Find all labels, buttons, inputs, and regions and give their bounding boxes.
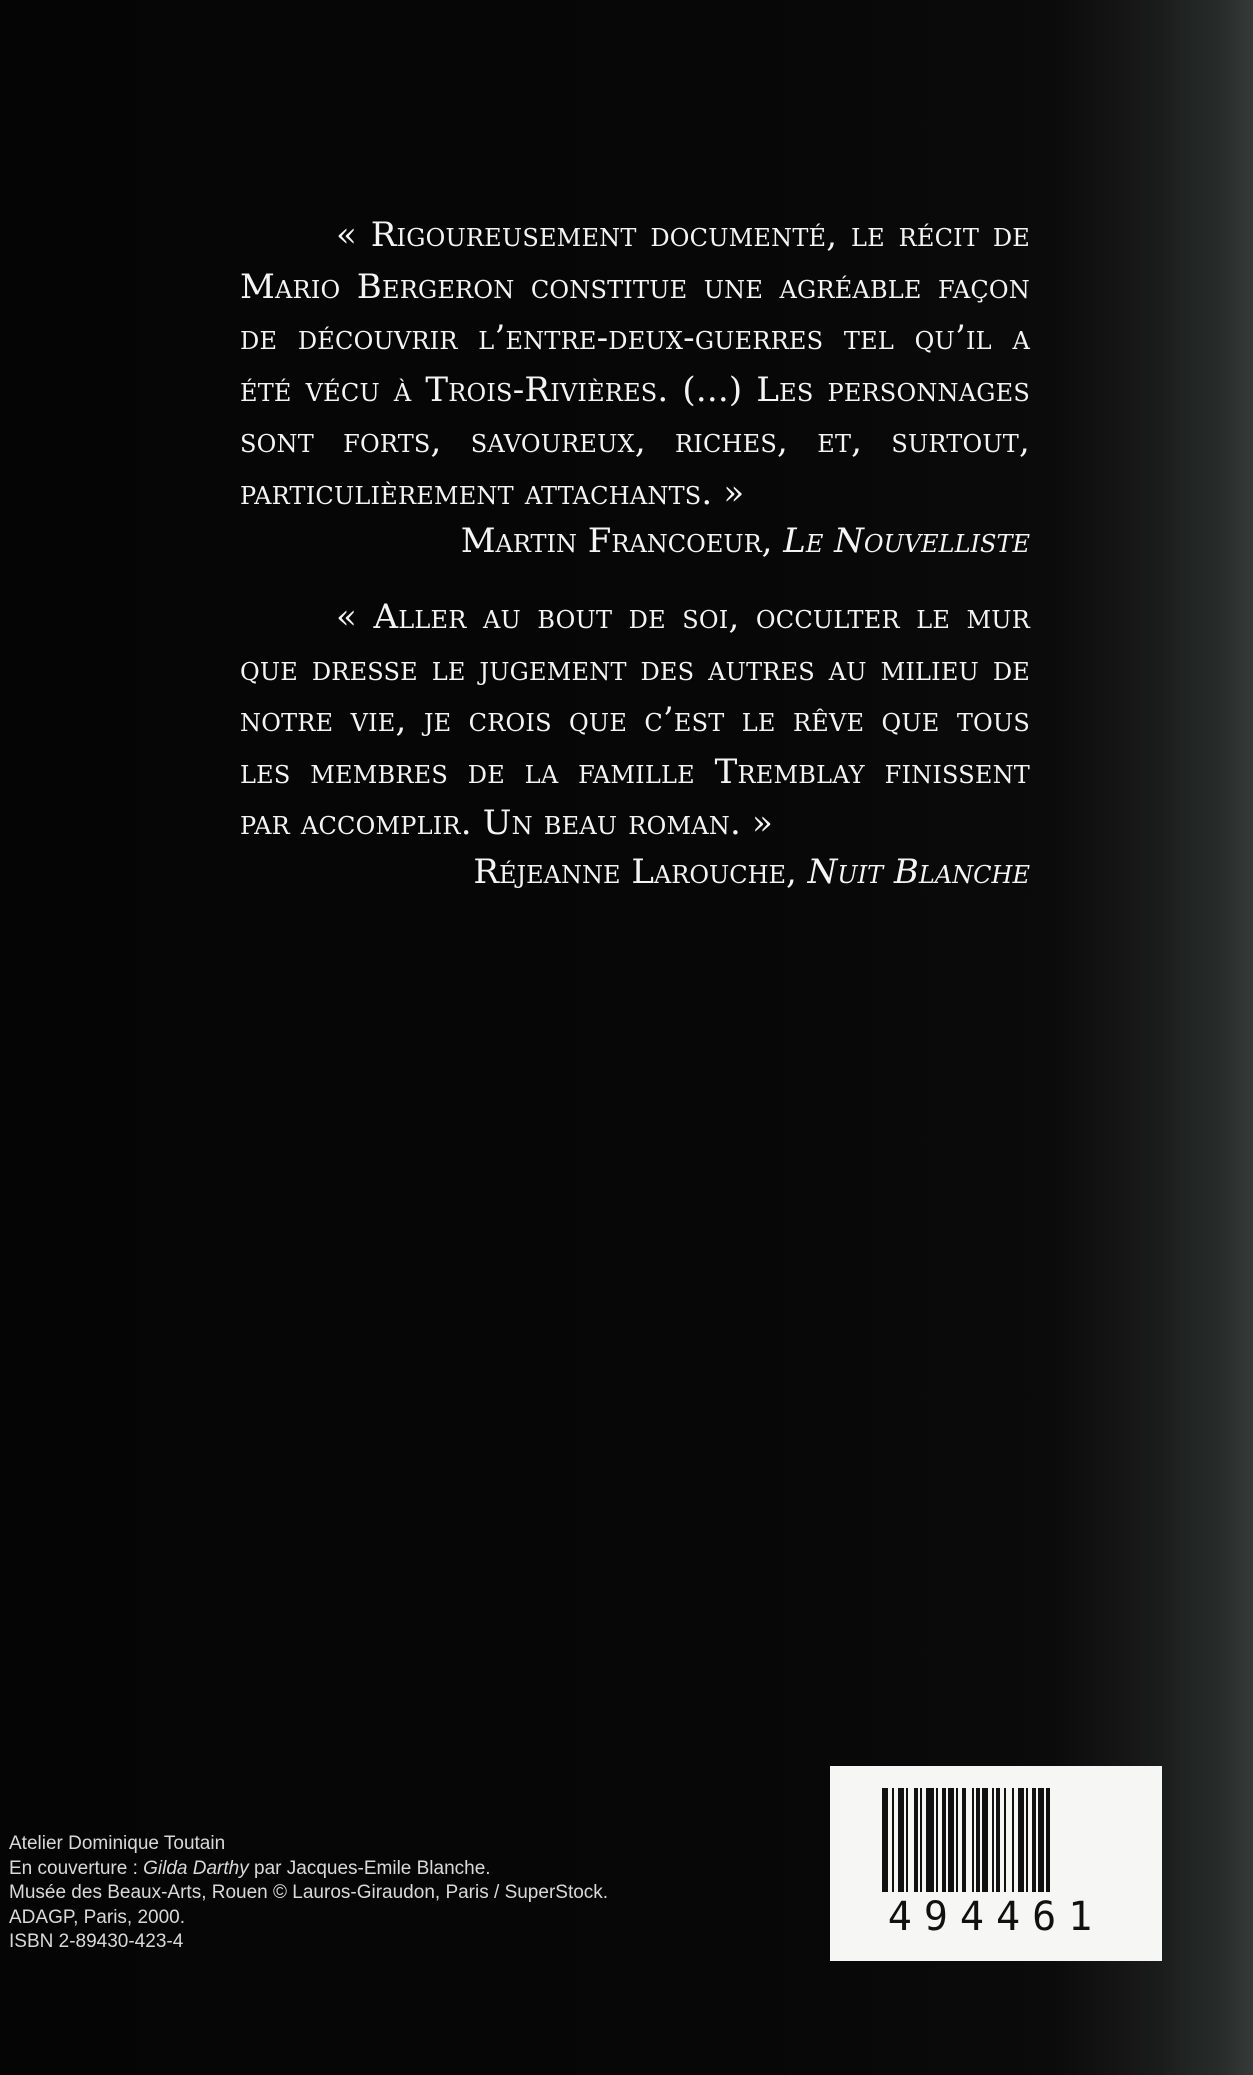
barcode-bar [920,1788,922,1892]
cover-credits [9,1832,608,1955]
painting-title: Gilda Darthy [143,1857,249,1879]
barcode-bar [892,1788,894,1892]
barcode-bar [962,1788,966,1892]
barcode-bars [882,1788,1110,1892]
barcode-bar [1032,1788,1036,1892]
quote-text: « Rigoureusement documenté, le récit de Mario Bergeron constitue une agréable façon de découvrir l’entre-deux-guerres tel qu’il a été vécu à Trois-Rivières. (...) Les personnages sont forts, savoureux, riches, et, surtout, particulièrement attachants. » [240,215,1030,513]
quote-author: Martin Francoeur, [460,521,773,561]
barcode-bar [948,1788,954,1892]
quote-attribution [240,852,1030,892]
barcode-bar [956,1788,958,1892]
barcode-bar [914,1788,918,1892]
barcode-bar [1046,1788,1050,1892]
credit-line-cover-art [9,1857,608,1882]
barcode-bar [976,1788,980,1892]
spine-shadow [1163,0,1253,2075]
credit-line-atelier: Atelier Dominique Toutain [9,1833,226,1854]
barcode-bar [926,1788,934,1892]
credit-line-museum: Musée des Beaux-Arts, Rouen © Lauros-Giraudon, Paris / SuperStock. [9,1882,609,1903]
quote-text: « Aller au bout de soi, occulter le mur que dresse le jugement des autres au milieu de notre vie, je crois que c’est le rêve que tous les membres de la famille Tremblay finissent par accomplir. Un beau roman. » [240,597,1030,843]
barcode-bar [936,1788,938,1892]
quote-publication: Nuit Blanche [807,851,1030,892]
barcode-bar [898,1788,904,1892]
barcode-number: 494461 [887,1894,1105,1940]
barcode-label [830,1766,1162,1961]
isbn: ISBN 2-89430-423-4 [9,1931,184,1952]
barcode-bar [982,1788,988,1892]
review-quote-2 [240,592,1030,892]
barcode-bar [972,1788,974,1892]
barcode-bar [942,1788,946,1892]
barcode-bar [1004,1788,1006,1892]
quote-attribution [240,521,1030,561]
quote-author: Réjeanne Larouche, [473,851,797,892]
credit-suffix: par Jacques-Emile Blanche. [248,1857,491,1879]
barcode-bar [1018,1788,1024,1892]
barcode-bar [906,1788,908,1892]
barcode-bar [1012,1788,1014,1892]
barcode-bar [992,1788,994,1892]
credit-line-adagp: ADAGP, Paris, 2000. [9,1906,186,1928]
quote-publication: Le Nouvelliste [783,521,1030,561]
barcode-bar [882,1788,888,1892]
barcode-bar [1026,1788,1028,1892]
review-quote-1 [240,210,1030,561]
barcode-bar [1038,1788,1044,1892]
credit-prefix: En couverture : [9,1857,144,1879]
barcode-bar [996,1788,1000,1892]
